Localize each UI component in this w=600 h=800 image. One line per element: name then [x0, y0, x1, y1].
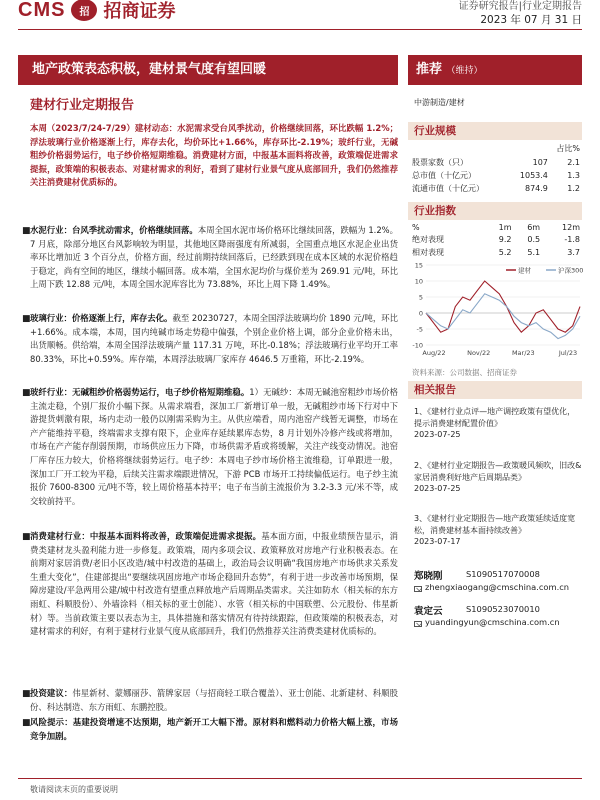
- email-icon: [414, 621, 422, 627]
- section-lead: 投资建议：: [30, 688, 73, 698]
- cell: 5.1: [527, 248, 541, 257]
- bullet-icon: ■: [22, 718, 31, 728]
- bullet-icon: ■: [22, 689, 31, 699]
- industry-category: 中游制造/建材: [414, 98, 465, 107]
- section-fiberglass: [22, 386, 399, 508]
- table-header-row: [412, 222, 580, 233]
- footer-divider: [18, 778, 582, 779]
- summary-paragraph: 本周（2023/7/24-7/29）建材动态：水泥需求受台风季扰动，价格继续回落，环比跌幅 1.2%；浮法玻璃行业价格逐渐上行，库存去化，均价环比+1.66%，库存环比-2.19%；玻纤行业，无碱粗纱价格弱势运行，电子纱价格短期维稳。消费建材方面，中报基本面料将改善，政策端促进需求提振，政策端的积极表态、对建材需求的利好，看到了建材行业景气度从底部回升，我们仍然推荐关注消费建材优质标的。: [30, 123, 398, 188]
- series-line-1: [426, 281, 580, 332]
- section-investment-advice: [22, 687, 398, 714]
- legend-label: 沪深300: [558, 266, 584, 275]
- industry-scale-table: [412, 142, 580, 196]
- logo-name: 招商证券: [103, 1, 176, 22]
- rating-label: 推荐: [416, 62, 443, 77]
- analyst-license-id: S1090517070008: [466, 569, 540, 579]
- bullet-icon: ■: [22, 532, 31, 542]
- related-report-item[interactable]: [414, 513, 582, 548]
- cell: 0.5: [527, 235, 541, 244]
- report-date: 2023 年 07 月 31 日: [480, 14, 582, 26]
- chart-source: 资料来源：公司数据、招商证券: [412, 368, 517, 377]
- row-share: 1.3: [567, 170, 580, 180]
- legend-label: 建材: [518, 266, 531, 275]
- analyst-license-id: S1090523070010: [466, 604, 540, 614]
- index-performance-chart: [408, 257, 586, 361]
- related-report-date: 2023-07-25: [414, 484, 461, 494]
- cell: -1.8: [564, 235, 580, 244]
- section-cement: [22, 224, 399, 292]
- y-tick-label: 5: [418, 293, 423, 302]
- row-label: 股票家数（只）: [412, 157, 468, 167]
- column-header: 6m: [527, 223, 541, 232]
- row-label: 绝对表现: [412, 235, 444, 244]
- row-value: 874.9: [524, 184, 548, 194]
- related-report-date: 2023-07-25: [414, 430, 461, 440]
- section-consumer-materials: [22, 530, 398, 639]
- logo-text: CMS: [18, 0, 66, 21]
- section-body: 1）无碱纱：本周无碱池窑粗纱市场价格主流走稳，个别厂报价小幅下探。从需求端看，深加工厂新增订单一般，无碱粗纱市场下行对中下游提货刺激有限，场内走动一般仍以刚需采购为主。从供应端看，周内池窑产线暂无调整，市场在产产能维持平稳，终端需求支撑有限下，企业库存延续累库态势，8 月计划外冷修产线或将增加，市场在产产能存削弱预期，市场供应压力下降，市场供需矛盾或将缓解，关注产线变动情况。池窑厂库存压力较大，价格将继续弱势运行。电子纱：本周电子纱市场价格主流维稳，订单跟进一般，深加工厂开工较为平稳，后续关注需求端跟进情况，下游 PCB 市场开工持续偏低运行。电子纱主流报价 7600-8300 元/吨不等，较上周价格基本持平；电子布当前主流报价为 3.2-3.3 元/米不等，成交较前持平。: [30, 387, 399, 506]
- related-report-date: 2023-07-17: [414, 537, 461, 547]
- column-header: %: [412, 223, 420, 232]
- logo-seal-icon: 招: [71, 0, 97, 21]
- related-report-item[interactable]: [414, 460, 582, 495]
- bullet-icon: ■: [22, 226, 31, 236]
- row-label: 相对表现: [412, 248, 444, 257]
- table-row: [412, 182, 580, 195]
- y-tick-label: 10: [414, 277, 423, 286]
- bullet-icon: ■: [22, 388, 31, 398]
- section-lead: 玻璃行业：价格逐渐上行，库存去化。: [30, 313, 173, 323]
- related-reports-heading: 相关报告: [408, 381, 582, 399]
- industry-scale-heading: 行业规模: [408, 122, 582, 140]
- cell: 9.2: [498, 235, 512, 244]
- table-row: [412, 142, 580, 155]
- section-risk: [22, 716, 398, 743]
- rating-banner: [408, 55, 582, 85]
- section-body: 截至 20230727，本周全国浮法玻璃均价 1890 元/吨，环比+1.66%。成本端，本周，国内纯碱市场走势稳中偏强，个别企业价格上调，部分企业价格未出，出货顺畅。供给端，本周全国浮法玻璃产量 117.31 万吨，环比-0.18%；浮法玻璃行业平均开工率 80.33%，环比+0.59%。库存端，本周浮法玻璃厂家库存 4646.5 万重箱，环比-2.19%。: [30, 313, 399, 364]
- analyst-email[interactable]: zhengxiaogang@cmschina.com.cn: [425, 582, 570, 592]
- analyst-email[interactable]: yuandingyun@cmschina.com.cn: [425, 617, 560, 627]
- y-tick-label: -10: [412, 341, 423, 350]
- report-subtitle: 建材行业定期报告: [30, 98, 135, 113]
- section-glass: [22, 312, 399, 366]
- section-body: 基本面方面，中报业绩预告显示，消费类建材龙头盈利能力进一步修复。政策端，周内多项会议、政策释放对房地产行业积极表态。在前期对家居消费/老旧小区改造/城中村改造的基础上，政治局会议明确“我国房地产市场供求关系发生重大变化”，住建部提出“要继续巩固房地产市场企稳回升态势”，有利于进一步改善市场预期，保障房建设/平急两用公建/城中村改造有望重点释放地产后周期品类需求。关注如防水（相关标的东方雨虹、科顺股份）、外墙涂料（相关标的亚士创能）、水管（相关标的中国联塑、公元股份、伟星新材）等。当前政策主要以表态为主，具体措施和落实情况有待持续跟踪，但政策端的积极表态，对建材需求的利好，有利于建材行业景气度从底部回升，我们仍然推荐关注消费类建材优质标的。: [30, 531, 398, 637]
- x-tick-label: Nov/22: [467, 349, 491, 357]
- related-report-title[interactable]: 2、《建材行业定期报告—政策暖风频吹，旧改&家居消费利好地产后周期品类》: [414, 461, 582, 482]
- industry-index-table: [412, 222, 580, 259]
- x-tick-label: Aug/22: [422, 349, 446, 357]
- header-divider: [18, 29, 582, 30]
- table-row: [412, 233, 580, 246]
- company-logo: [18, 0, 175, 24]
- bullet-icon: ■: [22, 314, 31, 324]
- section-body: 本周全国水泥市场价格环比继续回落，跌幅为 1.2%。7 月底，除部分地区台风影响较为明显，其他地区降雨强度有所减弱，全国重点地区水泥企业出货率环比增加近 3 个百分点，价格方面，经过前期持续回落后，已经跌到现在成本区域的水泥价格趋于稳定，尚有空间的地区，继续小幅回落。成本端，全国水泥均价与煤价差为 269.91 元/吨，环比上周下跌 12.88 元/吨，本周全国水泥库容比为 73.88%，环比上周下降 1.49%。: [30, 225, 399, 290]
- section-lead: 风险提示：基建投资增速不达预期，地产新开工大幅下滑。原材料和燃料动力价格大幅上涨，市场竞争加剧。: [30, 717, 398, 741]
- analyst-name: 郑晓刚: [414, 571, 443, 582]
- report-type: 证券研究报告|行业定期报告: [458, 1, 582, 12]
- table-row: [412, 155, 580, 168]
- email-icon: [414, 586, 422, 592]
- footer-note: 敬请阅读末页的重要说明: [30, 785, 118, 794]
- section-lead: 玻纤行业：无碱粗纱价格弱势运行，电子纱价格短期维稳。: [30, 387, 250, 397]
- row-label: 总市值（十亿元）: [412, 170, 476, 180]
- row-share: 2.1: [567, 157, 580, 167]
- table-row: [412, 169, 580, 182]
- row-value: 1053.4: [519, 170, 548, 180]
- y-tick-label: -5: [416, 325, 423, 334]
- row-value: 107: [532, 157, 548, 167]
- rating-sub: （维持）: [446, 66, 483, 76]
- share-unit-label: 占比%: [556, 144, 580, 154]
- column-header: 1m: [498, 223, 512, 232]
- related-report-title[interactable]: 3、《建材行业定期报告—地产政策延续适度宽松，消费建材基本面持续改善》: [414, 514, 576, 535]
- analyst-name: 袁定云: [414, 606, 443, 617]
- column-header: 12m: [562, 223, 580, 232]
- x-tick-label: Jul/23: [558, 349, 578, 357]
- row-share: 1.2: [567, 184, 580, 194]
- y-tick-label: 0: [418, 309, 423, 318]
- industry-index-heading: 行业指数: [408, 202, 582, 220]
- x-tick-label: Mar/23: [511, 349, 535, 357]
- cell: 3.7: [567, 248, 580, 257]
- section-lead: 水泥行业：台风季扰动需求，价格继续回落。: [30, 225, 198, 235]
- section-body: 伟星新材、蒙娜丽莎、箭牌家居（与招商轻工联合覆盖）、亚士创能、北新建材、科顺股份、科达制造、东方雨虹、东鹏控股。: [30, 688, 398, 712]
- related-report-item[interactable]: [414, 406, 582, 441]
- related-report-title[interactable]: 1、《建材行业点评—地产调控政策有望优化，提示消费建材配置价值》: [414, 407, 576, 428]
- row-label: 流通市值（十亿元）: [412, 184, 484, 194]
- section-lead: 消费建材行业：中报基本面料将改善，政策端促进需求提振。: [30, 531, 262, 541]
- y-tick-label: 15: [414, 261, 423, 270]
- report-title: 地产政策表态积极，建材景气度有望回暖: [18, 55, 398, 85]
- cell: 5.2: [498, 248, 512, 257]
